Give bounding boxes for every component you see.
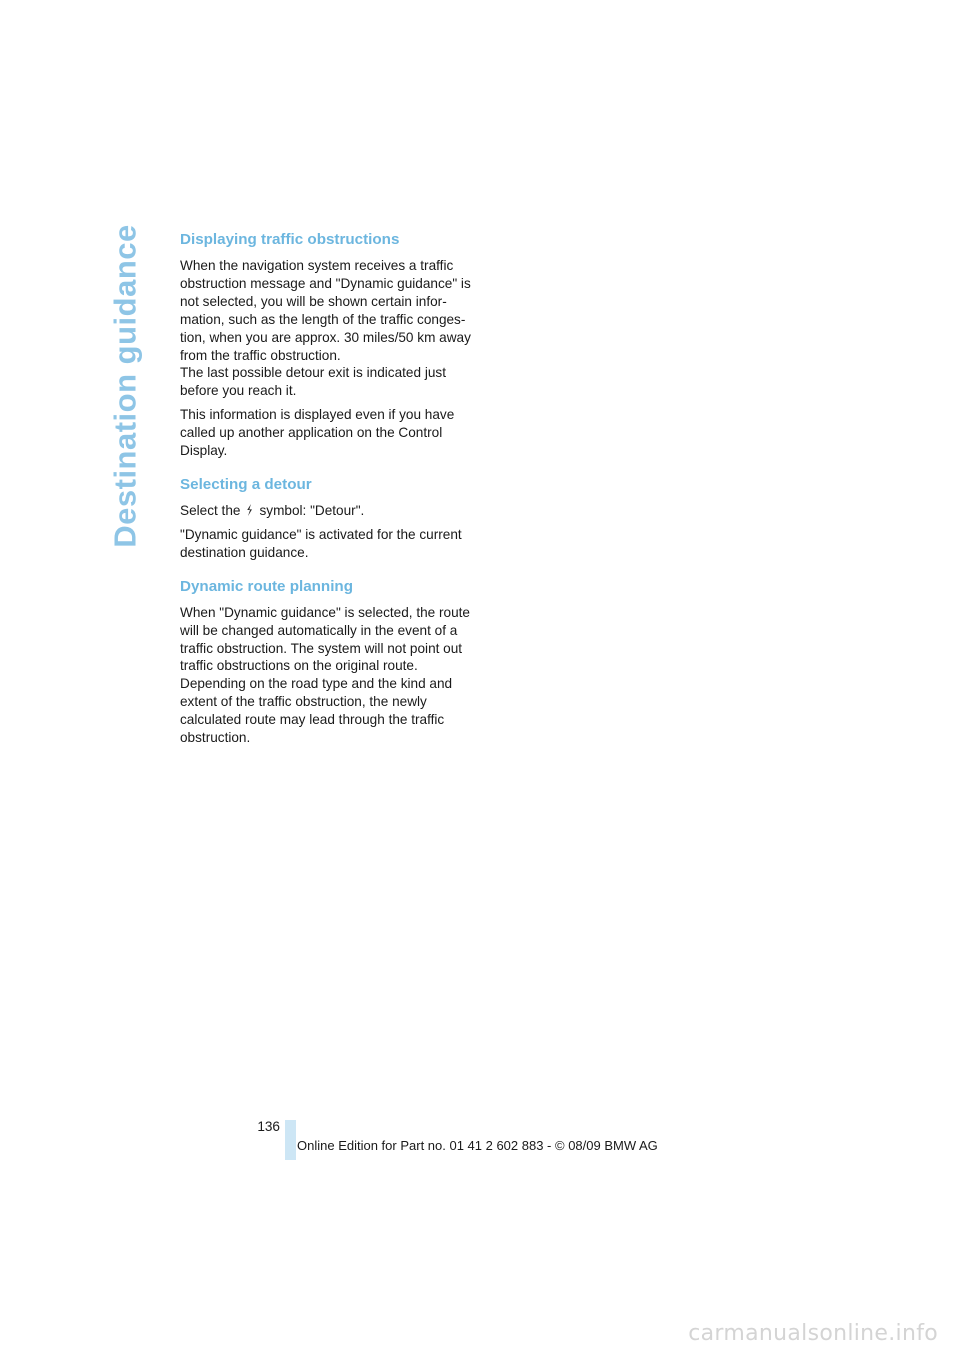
select-suffix: symbol: "Detour".: [259, 502, 365, 518]
chapter-title-text: Destination guidance: [108, 224, 144, 548]
main-content: [180, 229, 476, 761]
section-heading: Dynamic route planning: [180, 577, 353, 595]
paragraph: This information is displayed even if you have called up another application on the Control Display.: [180, 407, 455, 459]
watermark-text: carmanualsonline.info: [688, 1321, 938, 1346]
paragraph: "Dynamic guidance" is activated for the current destination guidance.: [180, 526, 462, 560]
paragraph: When the navigation system receives a traffic obstruction message and "Dynamic guidance" is not selected, you will be shown certain infor-mation, such as the length of the traffic conges-tion, when you are approx. 30 miles/50 km away from the traffic obstruction.: [180, 258, 471, 363]
section-heading: Selecting a detour: [180, 475, 312, 493]
section-heading: Displaying traffic obstructions: [180, 231, 400, 248]
paragraph: When "Dynamic guidance" is selected, the route will be changed automatically in the event of a traffic obstruction. The system will not point out traffic obstructions on the original route. Depending on the road type and the kind and extent of the traffic obstruction, the newly calculated route may lead through the traffic obstruction.: [180, 604, 470, 746]
paragraph: The last possible detour exit is indicated just before you reach it.: [180, 365, 446, 399]
select-prefix: Select the: [180, 502, 241, 518]
section-selecting-detour: [180, 474, 476, 562]
footer-edition-text: Online Edition for Part no. 01 41 2 602 883 - © 08/09 BMW AG: [297, 1138, 658, 1153]
detour-arrow-icon: [242, 503, 256, 517]
footer-accent-bar: [285, 1120, 296, 1160]
paragraph-select-symbol: [180, 502, 476, 520]
section-dynamic-route-planning: [180, 576, 476, 747]
chapter-side-title: [96, 224, 156, 548]
section-traffic-obstructions: [180, 229, 476, 460]
page-number: 136: [257, 1119, 280, 1134]
